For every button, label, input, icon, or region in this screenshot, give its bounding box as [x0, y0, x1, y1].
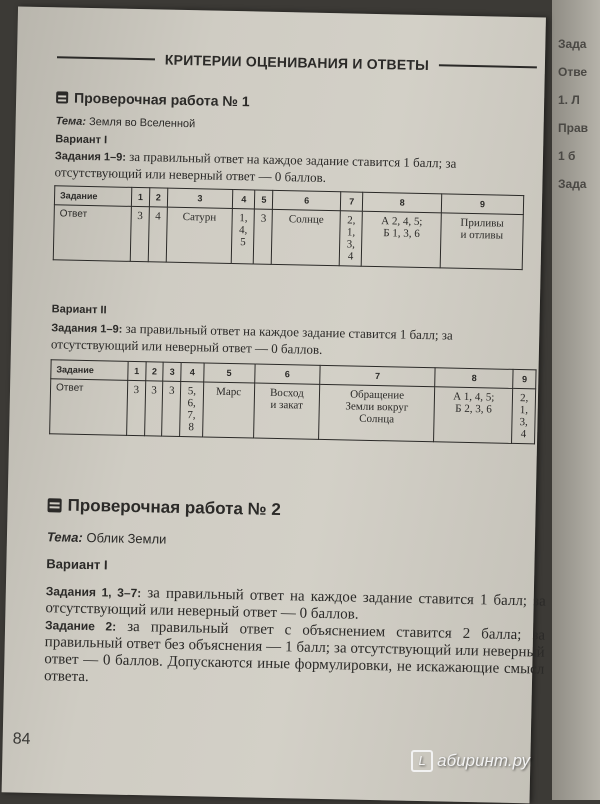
answer-line: 2,: [347, 214, 356, 227]
column-header-2: 2: [149, 188, 167, 207]
answer-line: Обращение: [350, 388, 405, 402]
column-header-9: 9: [441, 194, 523, 215]
answer-line: 3: [151, 384, 157, 397]
work1-variant2-criteria: [51, 319, 522, 361]
answer-cell-9: [440, 213, 523, 270]
answer-cell-8: [362, 211, 442, 268]
work2-topic: [47, 529, 547, 554]
answer-cell-3: [166, 207, 232, 263]
work1-title: [56, 89, 526, 115]
work2-para1-text: за правильный ответ на каждое задание ставится 1 балл; за отсутствующий или неверный ответ — 0 баллов.: [45, 585, 546, 623]
column-header-2: 2: [145, 362, 163, 381]
watermark-text: абиринт.ру: [437, 751, 530, 770]
adjacent-page-fragments: [558, 30, 600, 198]
answer-line: и закат: [270, 398, 303, 412]
answer-cell-1: [130, 206, 149, 261]
table-answer-row: [50, 379, 536, 444]
answer-line: Солнце: [288, 213, 324, 226]
work2-topic-label: Тема:: [46, 529, 83, 545]
header-rule-left: [57, 56, 155, 60]
answer-cell-1: [126, 380, 145, 435]
answer-line: Восход: [269, 386, 304, 400]
answer-line: 3: [260, 212, 267, 225]
answer-line: 3,: [346, 238, 356, 251]
table-answer-row: [53, 205, 523, 270]
answer-cell-8: [434, 387, 514, 444]
column-header-6: 6: [254, 364, 320, 384]
work2-topic-value: Облик Земли: [86, 530, 167, 547]
answer-line: 6,: [187, 397, 196, 410]
answer-line: 1,: [519, 404, 529, 417]
adjacent-fragment: Зада: [558, 177, 587, 191]
answer-line: 3: [137, 210, 143, 223]
adjacent-fragment: 1 б: [558, 149, 576, 163]
answer-line: 1,: [346, 226, 356, 239]
column-header-1: 1: [131, 187, 149, 206]
document-icon: [56, 91, 68, 103]
answer-line: и отливы: [460, 228, 504, 242]
work2-criteria-2: [44, 617, 545, 695]
adjacent-fragment: Прав: [558, 121, 589, 135]
answer-cell-4: [231, 209, 255, 264]
watermark: [411, 750, 530, 772]
watermark-logo-icon: L: [411, 750, 433, 772]
row-label-answer: Ответ: [50, 379, 128, 436]
answer-line: Солнца: [359, 412, 395, 426]
answer-cell-5: [254, 209, 273, 264]
answer-cell-4: [180, 381, 204, 436]
work2-para1-label: Задания 1, 3–7:: [45, 584, 142, 601]
answer-line: Б 1, 3, 6: [383, 227, 420, 240]
answer-line: 5,: [187, 385, 197, 398]
work1-variant1-tasks-label: Задания 1–9:: [54, 150, 127, 164]
page-number: 84: [12, 730, 31, 748]
answer-line: 1,: [239, 212, 248, 225]
work1-variant2-tasks-label: Задания 1–9:: [51, 322, 123, 336]
work1-variant2-tasks-text: за правильный ответ на каждое задание ставится 1 балл; за отсутствующий или неверный ответ — 0 баллов.: [50, 320, 453, 357]
work1-title-text: Проверочная работа № 1: [73, 89, 250, 110]
answer-cell-2: [144, 381, 163, 436]
answer-line: 3: [168, 384, 175, 397]
answer-line: Земли вокруг: [345, 400, 409, 414]
column-header-7: 7: [340, 192, 363, 211]
column-header-4: 4: [232, 190, 255, 209]
adjacent-page: [552, 0, 600, 800]
answer-line: Сатурн: [182, 210, 217, 224]
column-header-3: 3: [167, 188, 233, 208]
answer-line: 7,: [187, 409, 196, 422]
book-page: [2, 6, 546, 803]
column-header-6: 6: [273, 190, 341, 210]
answer-line: 4,: [238, 224, 248, 237]
answer-line: 3,: [519, 416, 528, 429]
header-rule-right: [439, 64, 537, 68]
answer-line: Марс: [215, 385, 242, 399]
column-header-4: 4: [181, 362, 204, 381]
column-header-7: 7: [320, 365, 435, 386]
adjacent-fragment: Зада: [558, 37, 587, 51]
column-header-9: 9: [513, 369, 536, 388]
answer-line: 2,: [519, 392, 529, 405]
work1-section: [53, 89, 526, 270]
answer-cell-3: [162, 381, 181, 436]
adjacent-fragment: Отве: [558, 65, 588, 79]
work1-variant1-tasks-text: за правильный ответ на каждое задание ставится 1 балл; за отсутствующий или неверный ответ — 0 баллов.: [54, 148, 457, 185]
work1-variant2-table: [49, 359, 536, 444]
column-header-1: 1: [128, 361, 146, 380]
answer-line: 4: [520, 428, 527, 441]
answer-cell-6: [272, 209, 341, 265]
work2-title: [47, 495, 547, 525]
answer-line: Б 2, 3, 6: [455, 402, 492, 416]
answer-line: 8: [188, 421, 195, 434]
work2-section: [44, 495, 548, 695]
work1-variant2-section: [49, 303, 529, 444]
answer-line: А 2, 4, 5;: [381, 215, 423, 228]
work2-title-text: Проверочная работа № 2: [67, 495, 281, 520]
row-label-answer: Ответ: [53, 205, 131, 262]
answer-line: 4: [347, 250, 354, 263]
work1-variant1-label: Вариант I: [55, 133, 108, 147]
column-header-5: 5: [203, 363, 254, 383]
answer-line: А 1, 4, 5;: [453, 390, 495, 404]
page-header: [57, 49, 537, 75]
answer-line: 3: [133, 383, 140, 397]
work2-variant-label: Вариант I: [46, 556, 108, 573]
row-label-task: Задание: [54, 186, 131, 207]
adjacent-fragment: 1. Л: [558, 93, 580, 107]
answer-line: Приливы: [460, 216, 504, 230]
work1-topic-value: Земля во Вселенной: [88, 115, 196, 131]
answer-cell-7: [319, 384, 435, 441]
column-header-8: 8: [363, 192, 442, 213]
column-header-8: 8: [435, 368, 514, 389]
answer-cell-6: [253, 383, 320, 439]
work2-para2-text: за правильный ответ с объяснением ставится 2 балла; за правильный ответ без объяснения — 1 балл; за отсутствующий или неверный ответ — 0 баллов. Допускаются иные формулировки, не искажающие смысл ответа.: [43, 618, 546, 686]
column-header-3: 3: [163, 362, 181, 381]
answer-cell-7: [339, 211, 363, 266]
row-label-task: Задание: [51, 360, 128, 381]
column-header-5: 5: [255, 190, 273, 209]
answer-cell-2: [148, 207, 167, 262]
answer-cell-9: [512, 388, 536, 443]
document-icon: [47, 498, 61, 512]
header-title: КРИТЕРИИ ОЦЕНИВАНИЯ И ОТВЕТЫ: [164, 51, 430, 74]
work1-topic-label: Тема:: [55, 115, 87, 128]
answer-line: 5: [240, 236, 246, 249]
work1-variant1-table: [53, 185, 524, 270]
work1-variant2-label: Вариант II: [51, 303, 107, 317]
answer-cell-5: [202, 382, 254, 438]
answer-line: 4: [155, 210, 161, 223]
work2-para2-label: Задание 2:: [44, 618, 117, 634]
